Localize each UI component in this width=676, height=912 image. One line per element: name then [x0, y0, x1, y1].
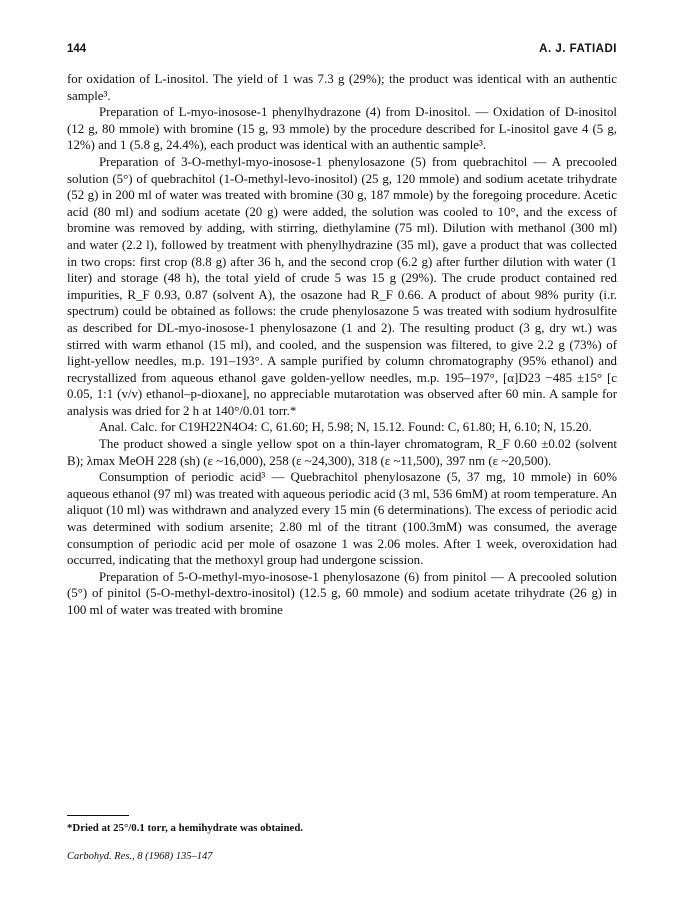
article-body	[67, 71, 617, 619]
paragraph: Preparation of 3-O-methyl-myo-inosose-1 phenylosazone (5) from quebrachitol — A precooled solution (5°) of quebrachitol (1-O-methyl-levo-inositol) (25 g, 120 mmole) and sodium acetate trihydrate (52 g) in 200 ml of water was treated with bromine (30 g, 187 mmole) by the foregoing procedure. Acetic acid (80 ml) and sodium acetate (20 g) were added, the solution was cooled to 10°, and the excess of bromine was removed by adding, with stirring, diethylamine (75 ml). Dilution with methanol (300 ml) and water (2.2 l), followed by treatment with phenylhydrazine (35 ml), gave a product that was collected in two crops: first crop (8.8 g) after 36 h, and the second crop (6.2 g) after further dilution with water (1 liter) and storage (48 h), the total yield of crude 5 was 15 g (29%). The crude product contained red impurities, R_F 0.93, 0.87 (solvent A), the osazone had R_F 0.66. A product of about 98% purity (i.r. spectrum) could be obtained as follows: the crude phenylosazone 5 was treated with sodium hydrosulfite as described for DL-myo-inosose-1 phenylosazone (1 and 2). The resulting product (3 g, dry wt.) was stirred with warm ethanol (15 ml), and cooled, and the suspension was filtered, to give 2.2 g (73%) of light-yellow needles, m.p. 191–193°. A sample purified by column chromatography (95% ethanol) and recrystallized from aqueous ethanol gave golden-yellow needles, m.p. 195–197°, [α]D23 −485 ±15° [c 0.05, 1:1 (v/v) ethanol–p-dioxane], no appreciable mutarotation was observed after 60 min. A sample for analysis was dried for 2 h at 140°/0.01 torr.*	[67, 154, 617, 418]
paragraph: Preparation of 5-O-methyl-myo-inosose-1 phenylosazone (6) from pinitol — A precooled solution (5°) of pinitol (5-O-methyl-dextro-inositol) (12.5 g, 60 mmole) and sodium acetate trihydrate (26 g) in 100 ml of water was treated with bromine	[67, 569, 617, 617]
analysis-paragraph: Anal. Calc. for C19H22N4O4: C, 61.60; H, 5.98; N, 15.12. Found: C, 61.80; H, 6.10; N, 15.20.	[99, 420, 592, 435]
page-number: 144	[67, 43, 87, 55]
running-head: A. J. FATIADI	[539, 43, 617, 55]
footnote: *Dried at 25°/0.1 torr, a hemihydrate was obtained.	[67, 822, 304, 834]
journal-reference: Carbohyd. Res., 8 (1968) 135–147	[67, 851, 213, 862]
paragraph: Preparation of L-myo-inosose-1 phenylhydrazone (4) from D-inositol. — Oxidation of D-inositol (12 g, 80 mmole) with bromine (15 g, 93 mmole) by the procedure described for L-inositol gave 4 (5 g, 12%) and 1 (5.8 g, 24.4%), each product was identical with an authentic sample³.	[67, 105, 617, 153]
paragraph: The product showed a single yellow spot on a thin-layer chromatogram, R_F 0.60 ±0.02 (solvent B); λmax MeOH 228 (sh) (ε ~16,000), 258 (ε ~24,300), 318 (ε ~11,500), 397 nm (ε ~20,500).	[67, 437, 617, 468]
paragraph: Consumption of periodic acid³ — Quebrachitol phenylosazone (5, 37 mg, 10 mmole) in 60% aqueous ethanol (97 ml) was treated with aqueous periodic acid (3 ml, 536 6mM) at room temperature. An aliquot (10 ml) was withdrawn and analyzed every 15 min (6 determinations). The excess of periodic acid was determined with sodium arsenite; 2.80 ml of the titrant (100.3mM) was consumed, the average consumption of periodic acid per mole of osazone 1 was 2.06 moles. After 1 week, overoxidation had occurred, indicating that the methoxyl group had undergone scission.	[67, 470, 617, 568]
page-header	[67, 43, 617, 59]
paragraph: for oxidation of L-inositol. The yield of 1 was 7.3 g (29%); the product was identical with an authentic sample³.	[67, 72, 617, 103]
footnote-rule	[67, 815, 129, 816]
